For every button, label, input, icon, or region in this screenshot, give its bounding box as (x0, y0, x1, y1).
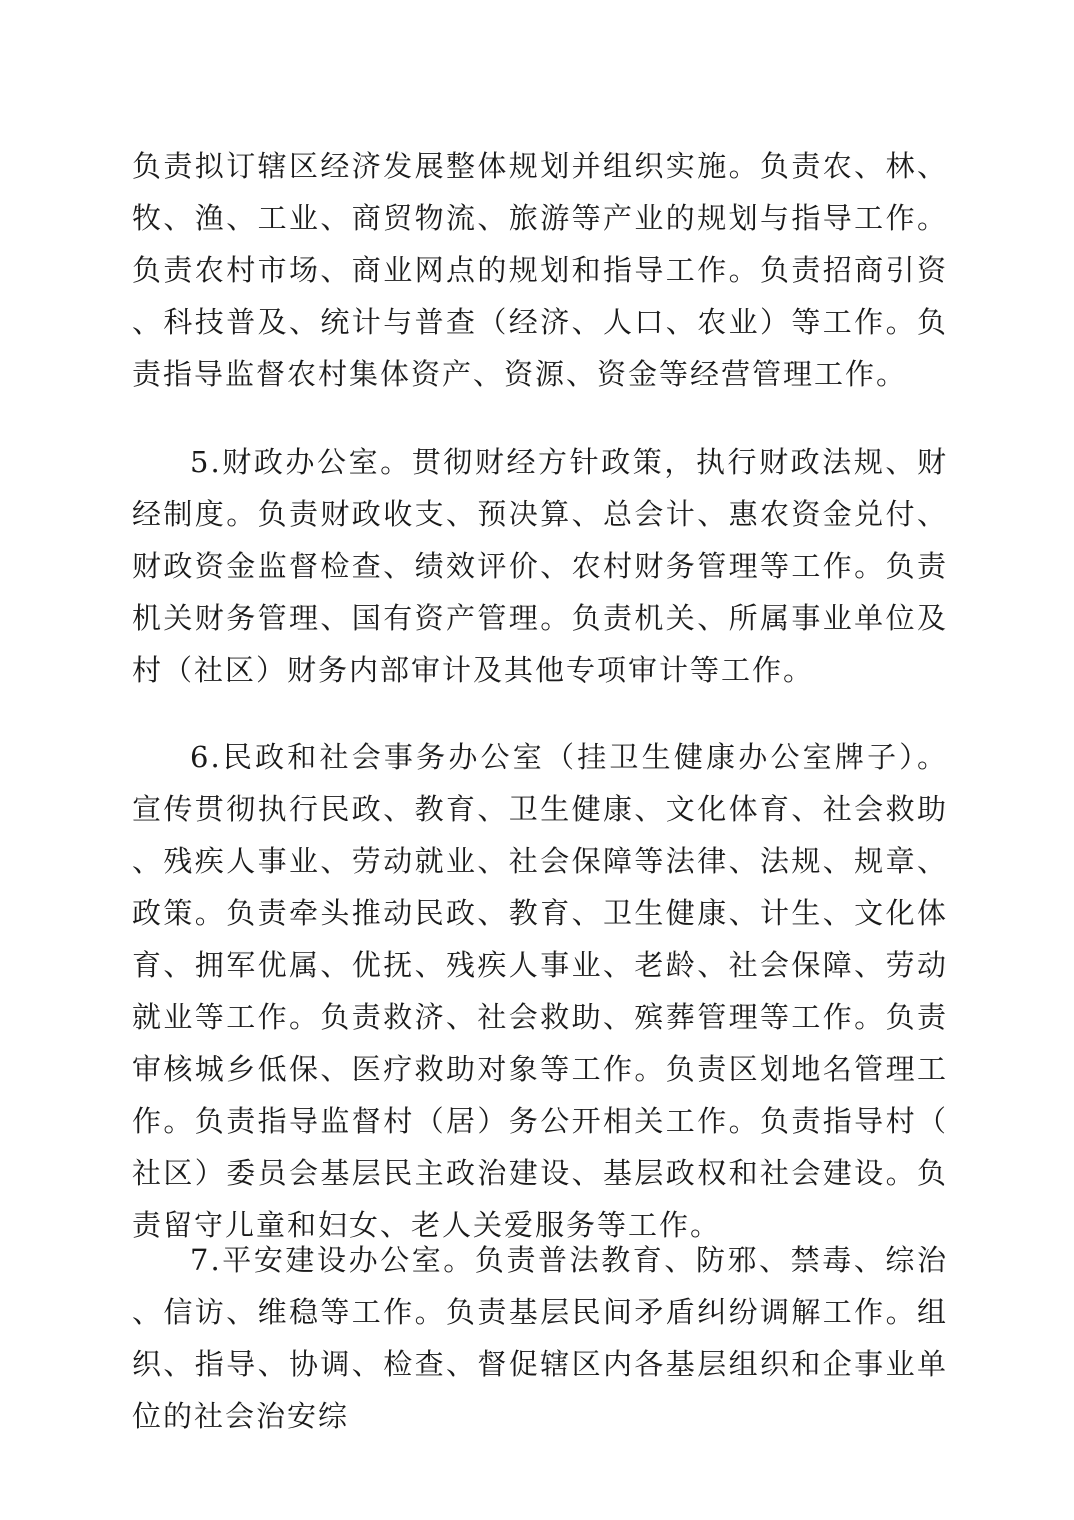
paragraph-public-security-office: 7.平安建设办公室。负责普法教育、防邪、禁毒、综治、信访、维稳等工作。负责基层民间矛盾纠纷调解工作。组织、指导、协调、检查、督促辖区内各基层组织和企事业单位的社会治安综 (132, 1243, 948, 1433)
paragraph-finance-office: 5.财政办公室。贯彻财经方针政策，执行财政法规、财经制度。负责财政收支、预决算、总会计、惠农资金兑付、财政资金监督检查、绩效评价、农村财务管理等工作。负责机关财务管理、国有资产管理。负责机关、所属事业单位及村（社区）财务内部审计及其他专项审计等工作。 (132, 445, 948, 687)
paragraph-civil-affairs-office: 6.民政和社会事务办公室（挂卫生健康办公室牌子）。宣传贯彻执行民政、教育、卫生健康、文化体育、社会救助、残疾人事业、劳动就业、社会保障等法律、法规、规章、政策。负责牵头推动民政、教育、卫生健康、计生、文化体育、拥军优属、优抚、残疾人事业、老龄、社会保障、劳动就业等工作。负责救济、社会救助、殡葬管理等工作。负责审核城乡低保、医疗救助对象等工作。负责区划地名管理工作。负责指导监督村（居）务公开相关工作。负责指导村（社区）委员会基层民主政治建设、基层政权和社会建设。负责留守儿童和妇女、老人关爱服务等工作。 (132, 740, 948, 1242)
paragraph-economic-development: 负责拟订辖区经济发展整体规划并组织实施。负责农、林、牧、渔、工业、商贸物流、旅游等产业的规划与指导工作。负责农村市场、商业网点的规划和指导工作。负责招商引资、科技普及、统计与普查（经济、人口、农业）等工作。负责指导监督农村集体资产、资源、资金等经营管理工作。 (132, 149, 948, 391)
